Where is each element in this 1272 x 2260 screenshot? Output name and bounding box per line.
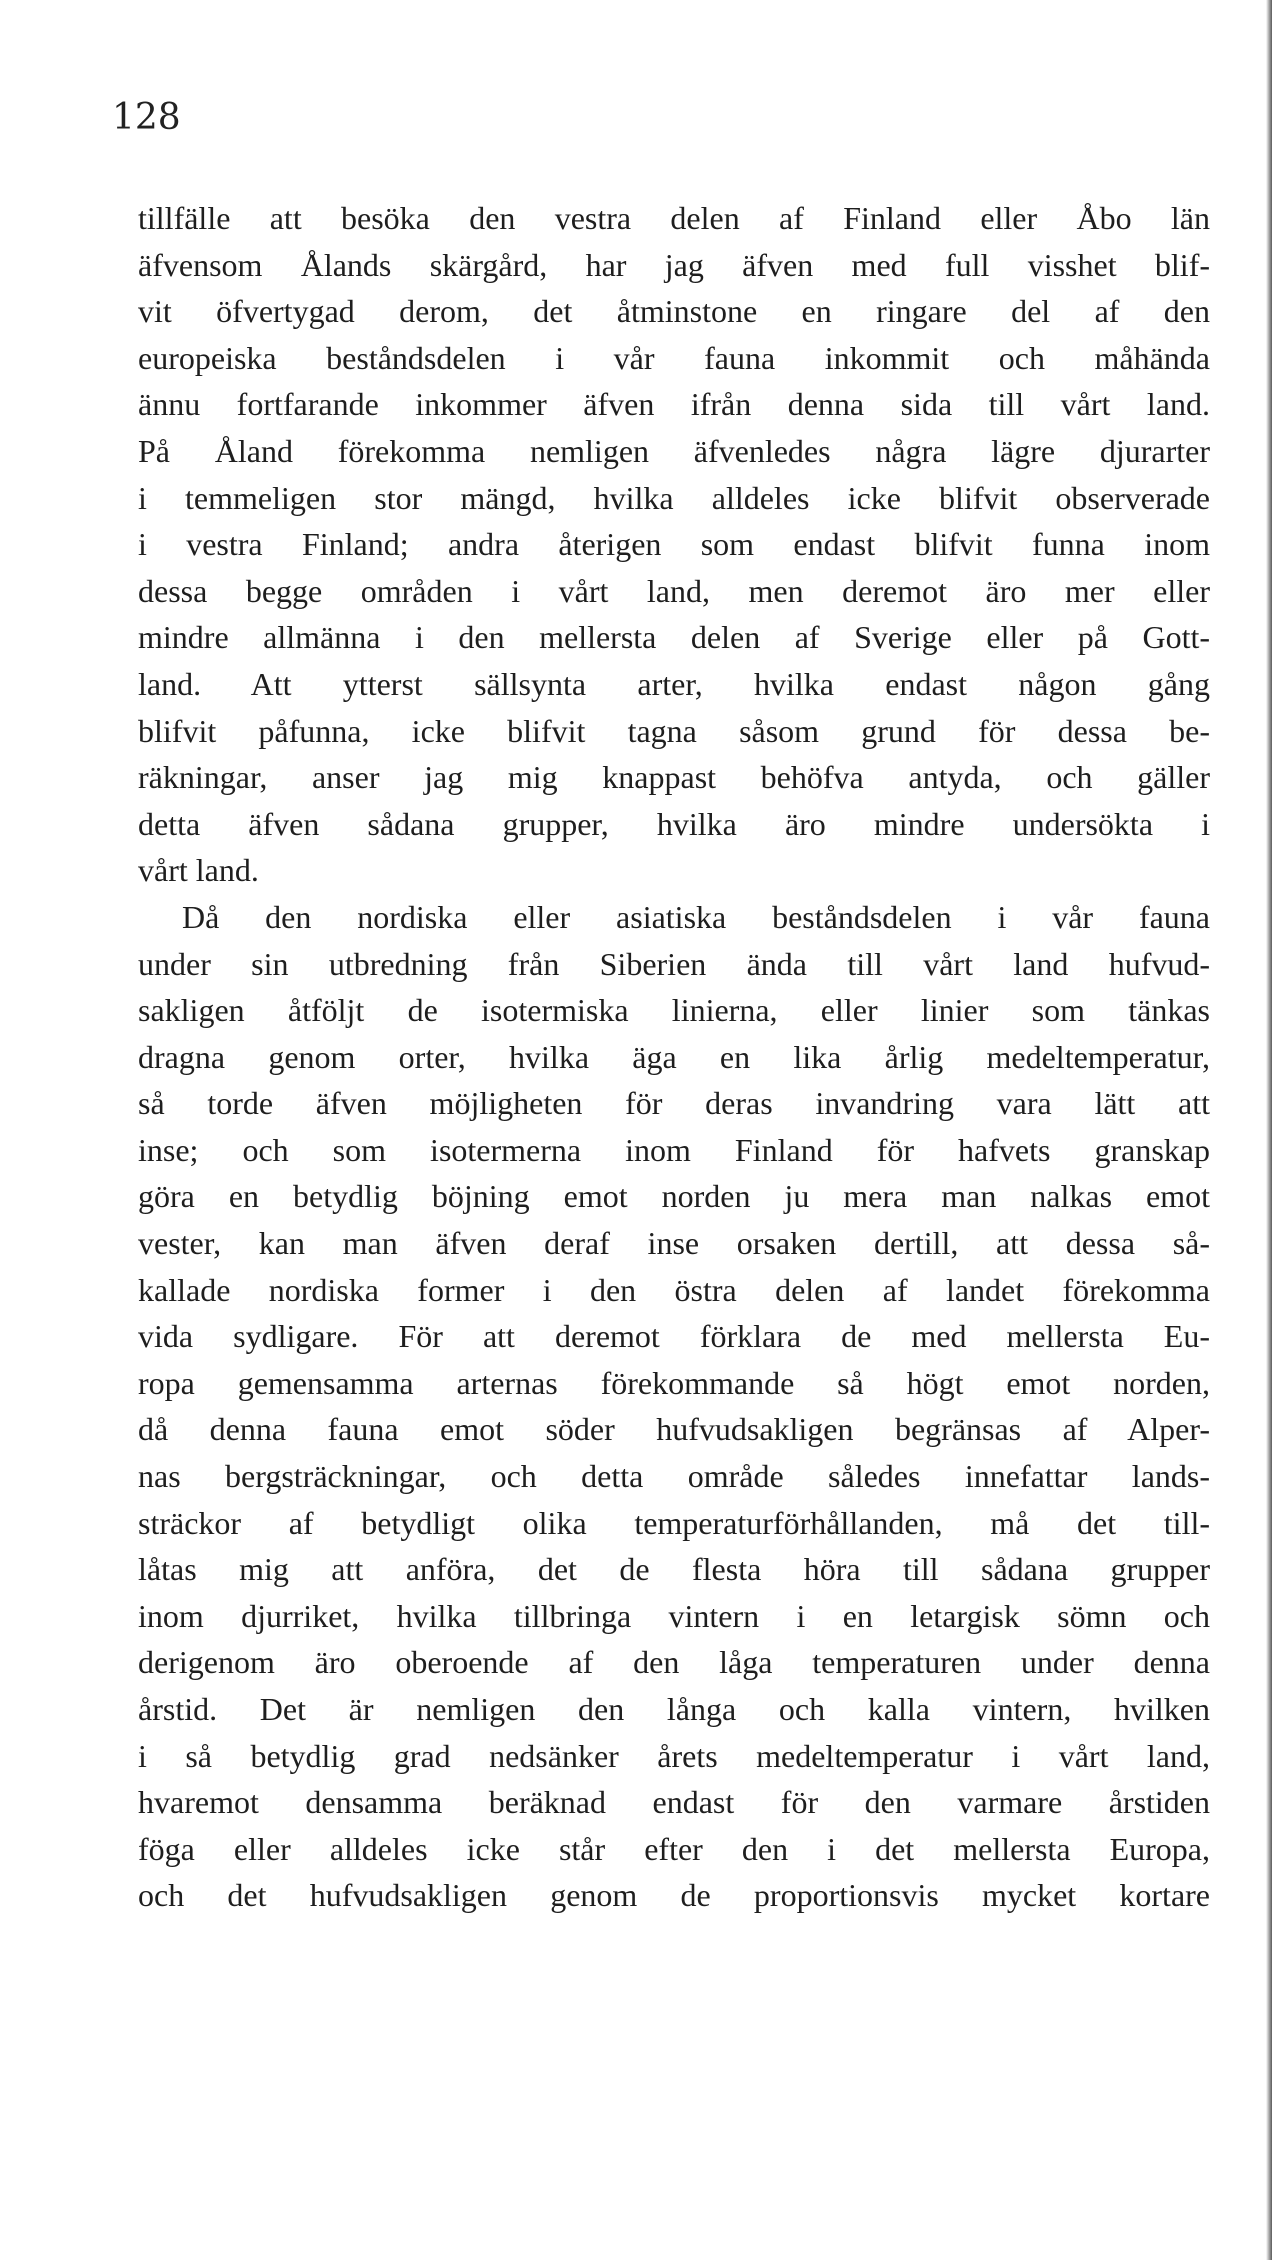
text-line: sträckor af betydligt olika temperaturförhållanden, må det till- xyxy=(138,1504,1210,1541)
text-line: kallade nordiska former i den östra delen af landet förekomma xyxy=(138,1271,1210,1308)
text-line: detta äfven sådana grupper, hvilka äro mindre undersökta i xyxy=(138,805,1210,842)
paragraph-start-line: Då den nordiska eller asiatiska beståndsdelen i vår fauna xyxy=(182,898,1210,935)
text-line: land. Att ytterst sällsynta arter, hvilka endast någon gång xyxy=(138,665,1210,702)
text-line: och det hufvudsakligen genom de proportionsvis mycket kortare xyxy=(138,1877,1210,1914)
page-number: 128 xyxy=(112,97,181,138)
text-line: vester, kan man äfven deraf inse orsaken dertill, att dessa så- xyxy=(138,1225,1210,1262)
text-line: derigenom äro oberoende af den låga temperaturen under denna xyxy=(138,1644,1210,1681)
text-line: i så betydlig grad nedsänker årets medeltemperatur i vårt land, xyxy=(138,1737,1210,1774)
text-line: vida sydligare. För att deremot förklara de med mellersta Eu- xyxy=(138,1318,1210,1355)
text-line: då denna fauna emot söder hufvudsakligen begränsas af Alper- xyxy=(138,1411,1210,1448)
text-line: På Åland förekomma nemligen äfvenledes några lägre djurarter xyxy=(138,432,1210,469)
paragraph-end-line: vårt land. xyxy=(138,852,259,889)
text-line: sakligen åtföljt de isotermiska linierna, eller linier som tänkas xyxy=(138,992,1210,1029)
text-line: i vestra Finland; andra återigen som endast blifvit funna inom xyxy=(138,526,1210,563)
body-text xyxy=(138,195,1210,1919)
text-line: låtas mig att anföra, det de flesta höra till sådana grupper xyxy=(138,1551,1210,1588)
text-line: mindre allmänna i den mellersta delen af Sverige eller på Gott- xyxy=(138,619,1210,656)
text-line: i temmeligen stor mängd, hvilka alldeles icke blifvit observerade xyxy=(138,479,1210,516)
text-line: ropa gemensamma arternas förekommande så högt emot norden, xyxy=(138,1364,1210,1401)
text-line: dessa begge områden i vårt land, men deremot äro mer eller xyxy=(138,572,1210,609)
text-line: så torde äfven möjligheten för deras invandring vara lätt att xyxy=(138,1085,1210,1122)
text-line: ännu fortfarande inkommer äfven ifrån denna sida till vårt land. xyxy=(138,386,1210,423)
text-line: nas bergsträckningar, och detta område således innefattar lands- xyxy=(138,1458,1210,1495)
text-line: inom djurriket, hvilka tillbringa vintern i en letargisk sömn och xyxy=(138,1597,1210,1634)
page-edge-shadow xyxy=(1266,0,1272,2260)
text-line: dragna genom orter, hvilka äga en lika årlig medeltemperatur, xyxy=(138,1038,1210,1075)
text-line: tillfälle att besöka den vestra delen af Finland eller Åbo län xyxy=(138,200,1210,236)
text-line: hvaremot densamma beräknad endast för den varmare årstiden xyxy=(138,1784,1210,1821)
text-line: blifvit påfunna, icke blifvit tagna såsom grund för dessa be- xyxy=(138,712,1210,749)
text-line: äfvensom Ålands skärgård, har jag äfven med full visshet blif- xyxy=(138,246,1210,283)
text-line: föga eller alldeles icke står efter den i det mellersta Europa, xyxy=(138,1830,1210,1867)
text-line: under sin utbredning från Siberien ända till vårt land hufvud- xyxy=(138,945,1210,982)
text-line: vit öfvertygad derom, det åtminstone en ringare del af den xyxy=(138,293,1210,330)
text-line: räkningar, anser jag mig knappast behöfva antyda, och gäller xyxy=(138,759,1210,796)
text-line: göra en betydlig böjning emot norden ju mera man nalkas emot xyxy=(138,1178,1210,1215)
text-line: årstid. Det är nemligen den långa och kalla vintern, hvilken xyxy=(138,1691,1210,1727)
text-line: inse; och som isotermerna inom Finland för hafvets granskap xyxy=(138,1131,1210,1168)
text-line: europeiska beståndsdelen i vår fauna inkommit och måhända xyxy=(138,339,1210,376)
